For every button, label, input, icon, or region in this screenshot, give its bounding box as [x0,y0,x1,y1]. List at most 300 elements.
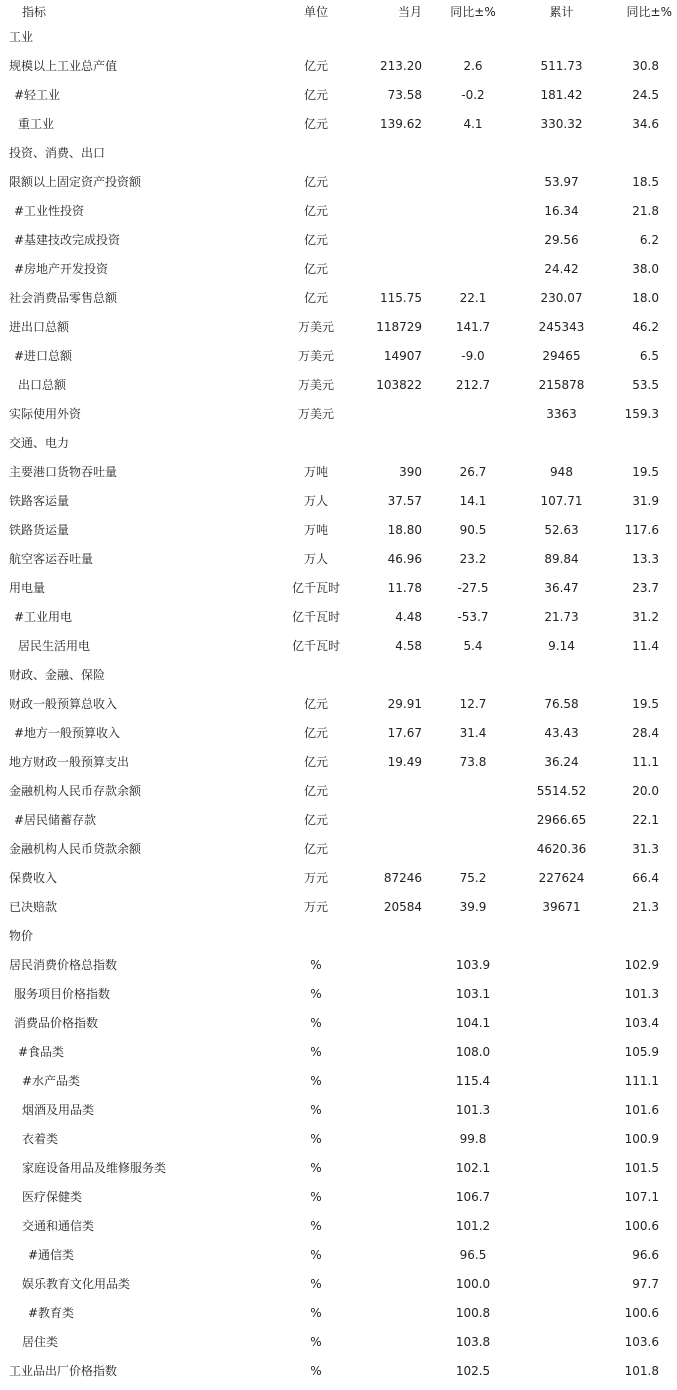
table-row [0,196,677,225]
unit-cell: 亿元 [303,117,328,131]
table-row [0,515,677,544]
cumulative-cell: 9.14 [548,638,575,653]
current-month-cell: 37.57 [387,493,422,508]
indicator-cell: 规模以上工业总产值 [9,59,118,73]
unit-cell: % [310,1160,322,1175]
yoy-cumulative-cell: 11.4 [632,638,659,653]
current-month-cell [354,1269,427,1298]
yoy-month-cell: 106.7 [455,1189,491,1204]
table-row [0,631,677,660]
current-month-cell: 139.62 [380,116,422,131]
yoy-month-cell: 101.3 [455,1102,491,1117]
current-month-cell [354,225,427,254]
indicator-cell: #轻工业 [14,88,61,102]
yoy-cumulative-cell: 23.7 [632,580,659,595]
table-row [0,457,677,486]
indicator-cell: 医疗保健类 [22,1190,83,1204]
current-month-cell [354,1327,427,1356]
indicator-cell: 重工业 [18,117,55,131]
table-row [0,1124,677,1153]
table-row [0,1066,677,1095]
indicator-cell: 居民生活用电 [18,639,91,653]
unit-cell: % [310,1131,322,1146]
current-month-cell [354,167,427,196]
cumulative-cell [519,979,604,1008]
table-row [0,1269,677,1298]
section-row [0,921,677,950]
table-row [0,979,677,1008]
current-month-cell [354,1153,427,1182]
cumulative-cell [519,1066,604,1095]
yoy-month-cell: 141.7 [455,319,491,334]
unit-cell: 万元 [303,900,328,914]
indicator-cell: #地方一般预算收入 [14,726,121,740]
section-row [0,660,677,689]
indicator-cell: #工业用电 [14,610,73,624]
table-row [0,109,677,138]
current-month-cell [354,1211,427,1240]
yoy-month-cell: -9.0 [461,348,485,363]
table-row [0,341,677,370]
table-row [0,254,677,283]
indicator-cell: #教育类 [28,1306,75,1320]
current-month-cell: 87246 [383,870,422,885]
table-row [0,718,677,747]
yoy-month-cell: 31.4 [459,725,487,740]
yoy-cumulative-cell: 53.5 [632,377,659,392]
header-unit: 单位 [303,4,328,19]
table-row [0,1095,677,1124]
current-month-cell [354,805,427,834]
unit-cell: % [310,1073,322,1088]
current-month-cell: 19.49 [387,754,422,769]
table-row [0,747,677,776]
indicator-cell: 用电量 [9,581,46,595]
table-row [0,225,677,254]
cumulative-cell [519,1240,604,1269]
header-yoy-cumulative: 同比±% [626,4,672,19]
yoy-cumulative-cell: 97.7 [632,1276,659,1291]
yoy-cumulative-cell: 101.3 [624,986,659,1001]
yoy-cumulative-cell: 18.5 [632,174,659,189]
current-month-cell [354,399,427,428]
table-row [0,80,677,109]
indicator-cell: 居民消费价格总指数 [9,958,118,972]
yoy-month-cell: 99.8 [459,1131,487,1146]
indicator-cell: 已决赔款 [9,900,58,914]
cumulative-cell: 39671 [542,899,581,914]
table-row [0,399,677,428]
yoy-month-cell: 4.1 [463,116,483,131]
unit-cell: 万吨 [303,523,328,537]
indicator-cell: #食品类 [18,1045,65,1059]
current-month-cell [354,1008,427,1037]
unit-cell: % [310,1276,322,1291]
section-title: 投资、消费、出口 [9,146,106,160]
table-row [0,689,677,718]
indicator-cell: #房地产开发投资 [14,262,109,276]
indicator-cell: 地方财政一般预算支出 [9,755,130,769]
indicator-cell: 铁路货运量 [9,523,70,537]
cumulative-cell: 43.43 [544,725,579,740]
cumulative-cell [519,1008,604,1037]
yoy-month-cell: 22.1 [459,290,487,305]
unit-cell: 亿元 [303,262,328,276]
current-month-cell: 390 [399,464,422,479]
cumulative-cell: 24.42 [544,261,579,276]
cumulative-cell: 53.97 [544,174,579,189]
current-month-cell: 29.91 [387,696,422,711]
indicator-cell: 出口总额 [18,378,67,392]
indicator-cell: 娱乐教育文化用品类 [22,1277,131,1291]
section-row [0,138,677,167]
yoy-cumulative-cell: 101.6 [624,1102,659,1117]
unit-cell: % [310,1305,322,1320]
table-row [0,805,677,834]
unit-cell: 亿元 [303,88,328,102]
cumulative-cell: 107.71 [540,493,583,508]
yoy-cumulative-cell: 105.9 [624,1044,659,1059]
table-row [0,486,677,515]
current-month-cell: 4.58 [395,638,422,653]
cumulative-cell: 3363 [546,406,577,421]
yoy-cumulative-cell: 103.6 [624,1334,659,1349]
yoy-cumulative-cell: 20.0 [632,783,659,798]
yoy-month-cell: 100.8 [455,1305,491,1320]
current-month-cell: 115.75 [380,290,422,305]
cumulative-cell [519,1356,604,1385]
yoy-cumulative-cell: 101.8 [624,1363,659,1378]
unit-cell: % [310,986,322,1001]
yoy-month-cell: 2.6 [463,58,483,73]
unit-cell: 万元 [303,871,328,885]
cumulative-cell [519,1269,604,1298]
yoy-cumulative-cell: 34.6 [632,116,659,131]
yoy-cumulative-cell: 22.1 [632,812,659,827]
section-title: 财政、金融、保险 [9,668,106,682]
cumulative-cell [519,1327,604,1356]
table-row [0,1008,677,1037]
indicator-cell: 铁路客运量 [9,494,70,508]
yoy-month-cell: 103.1 [455,986,491,1001]
cumulative-cell: 29465 [542,348,581,363]
yoy-month-cell [427,196,519,225]
current-month-cell: 14907 [383,348,422,363]
section-row [0,428,677,457]
yoy-cumulative-cell: 111.1 [624,1073,659,1088]
indicator-cell: 主要港口货物吞吐量 [9,465,118,479]
indicator-cell: 实际使用外资 [9,407,82,421]
unit-cell: 亿元 [303,755,328,769]
yoy-cumulative-cell: 30.8 [632,58,659,73]
yoy-cumulative-cell: 100.6 [624,1218,659,1233]
cumulative-cell [519,1124,604,1153]
yoy-month-cell: 90.5 [459,522,487,537]
cumulative-cell: 511.73 [540,58,583,73]
current-month-cell: 4.48 [395,609,422,624]
yoy-cumulative-cell: 31.2 [632,609,659,624]
current-month-cell: 18.80 [387,522,422,537]
current-month-cell [354,1240,427,1269]
indicator-cell: 交通和通信类 [22,1219,95,1233]
indicator-cell: 进出口总额 [9,320,70,334]
yoy-month-cell [427,254,519,283]
unit-cell: 万美元 [297,378,334,392]
table-row [0,51,677,80]
yoy-month-cell: 14.1 [459,493,487,508]
yoy-cumulative-cell: 6.2 [639,232,659,247]
cumulative-cell: 21.73 [544,609,579,624]
unit-cell: 亿元 [303,842,328,856]
table-row [0,167,677,196]
table-row [0,1211,677,1240]
yoy-cumulative-cell: 46.2 [632,319,659,334]
yoy-cumulative-cell: 159.3 [624,406,659,421]
unit-cell: % [310,1102,322,1117]
table-row [0,573,677,602]
unit-cell: 万人 [303,552,328,566]
table-row [0,370,677,399]
yoy-month-cell: 102.5 [455,1363,491,1378]
indicator-cell: 烟酒及用品类 [22,1103,95,1117]
cumulative-cell: 2966.65 [536,812,587,827]
header-cumulative: 累计 [549,4,574,19]
yoy-cumulative-cell: 66.4 [632,870,659,885]
unit-cell: 亿千瓦时 [291,581,340,595]
indicator-cell: 消费品价格指数 [14,1016,99,1030]
cumulative-cell: 89.84 [544,551,579,566]
cumulative-cell [519,1037,604,1066]
table-row [0,950,677,979]
yoy-cumulative-cell: 100.9 [624,1131,659,1146]
indicator-cell: 金融机构人民币贷款余额 [9,842,142,856]
yoy-cumulative-cell: 6.5 [639,348,659,363]
yoy-cumulative-cell: 38.0 [632,261,659,276]
indicator-cell: #水产品类 [22,1074,81,1088]
yoy-month-cell: 103.9 [455,957,491,972]
unit-cell: 万美元 [297,407,334,421]
indicator-cell: #基建技改完成投资 [14,233,121,247]
unit-cell: % [310,1247,322,1262]
table-row [0,1240,677,1269]
unit-cell: 亿元 [303,697,328,711]
indicator-cell: 限额以上固定资产投资额 [9,175,142,189]
unit-cell: % [310,1218,322,1233]
unit-cell: 亿元 [303,726,328,740]
indicator-cell: 保费收入 [9,871,58,885]
unit-cell: % [310,1363,322,1378]
table-row [0,1153,677,1182]
indicator-cell: 衣着类 [22,1132,59,1146]
yoy-month-cell: 115.4 [455,1073,491,1088]
yoy-cumulative-cell: 18.0 [632,290,659,305]
table-row [0,834,677,863]
unit-cell: 亿元 [303,204,328,218]
current-month-cell [354,1124,427,1153]
indicator-cell: 金融机构人民币存款余额 [9,784,142,798]
yoy-month-cell [427,399,519,428]
current-month-cell [354,1356,427,1385]
current-month-cell: 17.67 [387,725,422,740]
indicator-cell: #工业性投资 [14,204,85,218]
indicator-cell: 社会消费品零售总额 [9,291,118,305]
unit-cell: 万吨 [303,465,328,479]
cumulative-cell: 36.47 [544,580,579,595]
yoy-month-cell [427,805,519,834]
yoy-month-cell: 12.7 [459,696,487,711]
cumulative-cell [519,1211,604,1240]
indicator-cell: 居住类 [22,1335,59,1349]
yoy-month-cell: 26.7 [459,464,487,479]
yoy-month-cell: 23.2 [459,551,487,566]
table-row [0,283,677,312]
unit-cell: 亿千瓦时 [291,639,340,653]
cumulative-cell: 181.42 [540,87,583,102]
yoy-cumulative-cell: 107.1 [624,1189,659,1204]
cumulative-cell [519,1153,604,1182]
header-current-month: 当月 [397,4,422,19]
yoy-month-cell: 100.0 [455,1276,491,1291]
current-month-cell: 11.78 [387,580,422,595]
unit-cell: % [310,1015,322,1030]
current-month-cell: 118729 [376,319,422,334]
yoy-cumulative-cell: 21.3 [632,899,659,914]
current-month-cell [354,979,427,1008]
current-month-cell [354,1298,427,1327]
yoy-month-cell: 102.1 [455,1160,491,1175]
table-row [0,1037,677,1066]
yoy-cumulative-cell: 24.5 [632,87,659,102]
yoy-cumulative-cell: 11.1 [632,754,659,769]
section-title: 工业 [9,30,34,44]
yoy-cumulative-cell: 31.9 [632,493,659,508]
current-month-cell [354,1066,427,1095]
cumulative-cell: 227624 [538,870,585,885]
current-month-cell [354,196,427,225]
section-row [0,22,677,51]
current-month-cell [354,1037,427,1066]
yoy-month-cell: 101.2 [455,1218,491,1233]
unit-cell: % [310,957,322,972]
yoy-month-cell: 108.0 [455,1044,491,1059]
header-yoy-month: 同比±% [450,4,496,19]
unit-cell: % [310,1189,322,1204]
yoy-cumulative-cell: 100.6 [624,1305,659,1320]
yoy-cumulative-cell: 21.8 [632,203,659,218]
yoy-month-cell: 75.2 [459,870,487,885]
cumulative-cell: 245343 [538,319,585,334]
unit-cell: 亿元 [303,813,328,827]
yoy-month-cell [427,776,519,805]
current-month-cell: 73.58 [387,87,422,102]
yoy-month-cell [427,225,519,254]
yoy-month-cell [427,167,519,196]
unit-cell: 万美元 [297,320,334,334]
current-month-cell: 103822 [376,377,422,392]
cumulative-cell: 16.34 [544,203,579,218]
header-indicator: 指标 [22,4,47,19]
indicator-cell: 家庭设备用品及维修服务类 [22,1161,167,1175]
table-row [0,1356,677,1385]
unit-cell: 亿千瓦时 [291,610,340,624]
section-title: 交通、电力 [9,436,70,450]
yoy-month-cell: 5.4 [463,638,483,653]
cumulative-cell: 76.58 [544,696,579,711]
yoy-cumulative-cell: 13.3 [632,551,659,566]
cumulative-cell: 36.24 [544,754,579,769]
yoy-month-cell: 73.8 [459,754,487,769]
cumulative-cell: 330.32 [540,116,583,131]
current-month-cell: 213.20 [380,58,422,73]
table-row [0,1182,677,1211]
indicator-cell: 财政一般预算总收入 [9,697,118,711]
current-month-cell [354,776,427,805]
table-row [0,312,677,341]
yoy-month-cell: 103.8 [455,1334,491,1349]
yoy-cumulative-cell: 31.3 [632,841,659,856]
yoy-month-cell: -27.5 [457,580,489,595]
unit-cell: 万人 [303,494,328,508]
table-row [0,892,677,921]
table-row [0,1298,677,1327]
indicator-cell: 航空客运吞吐量 [9,552,94,566]
unit-cell: 亿元 [303,175,328,189]
unit-cell: 万美元 [297,349,334,363]
indicator-cell: 服务项目价格指数 [14,987,111,1001]
yoy-cumulative-cell: 28.4 [632,725,659,740]
current-month-cell [354,254,427,283]
table-row [0,776,677,805]
indicator-cell: #通信类 [28,1248,75,1262]
cumulative-cell: 5514.52 [536,783,587,798]
yoy-month-cell: 39.9 [459,899,487,914]
table-row [0,602,677,631]
table-row [0,1327,677,1356]
yoy-cumulative-cell: 102.9 [624,957,659,972]
unit-cell: 亿元 [303,59,328,73]
yoy-cumulative-cell: 101.5 [624,1160,659,1175]
indicator-cell: 工业品出厂价格指数 [9,1364,118,1378]
unit-cell: 亿元 [303,291,328,305]
cumulative-cell [519,1298,604,1327]
indicator-cell: #居民储蓄存款 [14,813,97,827]
yoy-cumulative-cell: 19.5 [632,464,659,479]
yoy-month-cell: 104.1 [455,1015,491,1030]
cumulative-cell [519,1182,604,1211]
current-month-cell [354,834,427,863]
cumulative-cell [519,1095,604,1124]
cumulative-cell: 4620.36 [536,841,587,856]
yoy-month-cell: 96.5 [459,1247,487,1262]
cumulative-cell: 52.63 [544,522,579,537]
section-title: 物价 [9,929,34,943]
unit-cell: 亿元 [303,784,328,798]
yoy-cumulative-cell: 103.4 [624,1015,659,1030]
yoy-cumulative-cell: 96.6 [632,1247,659,1262]
yoy-month-cell: -0.2 [461,87,485,102]
cumulative-cell [519,950,604,979]
cumulative-cell: 230.07 [540,290,583,305]
header-row [0,0,677,22]
current-month-cell [354,950,427,979]
table-body [0,22,677,1385]
yoy-month-cell [427,834,519,863]
current-month-cell [354,1095,427,1124]
indicator-cell: #进口总额 [14,349,73,363]
unit-cell: % [310,1334,322,1349]
unit-cell: % [310,1044,322,1059]
unit-cell: 亿元 [303,233,328,247]
